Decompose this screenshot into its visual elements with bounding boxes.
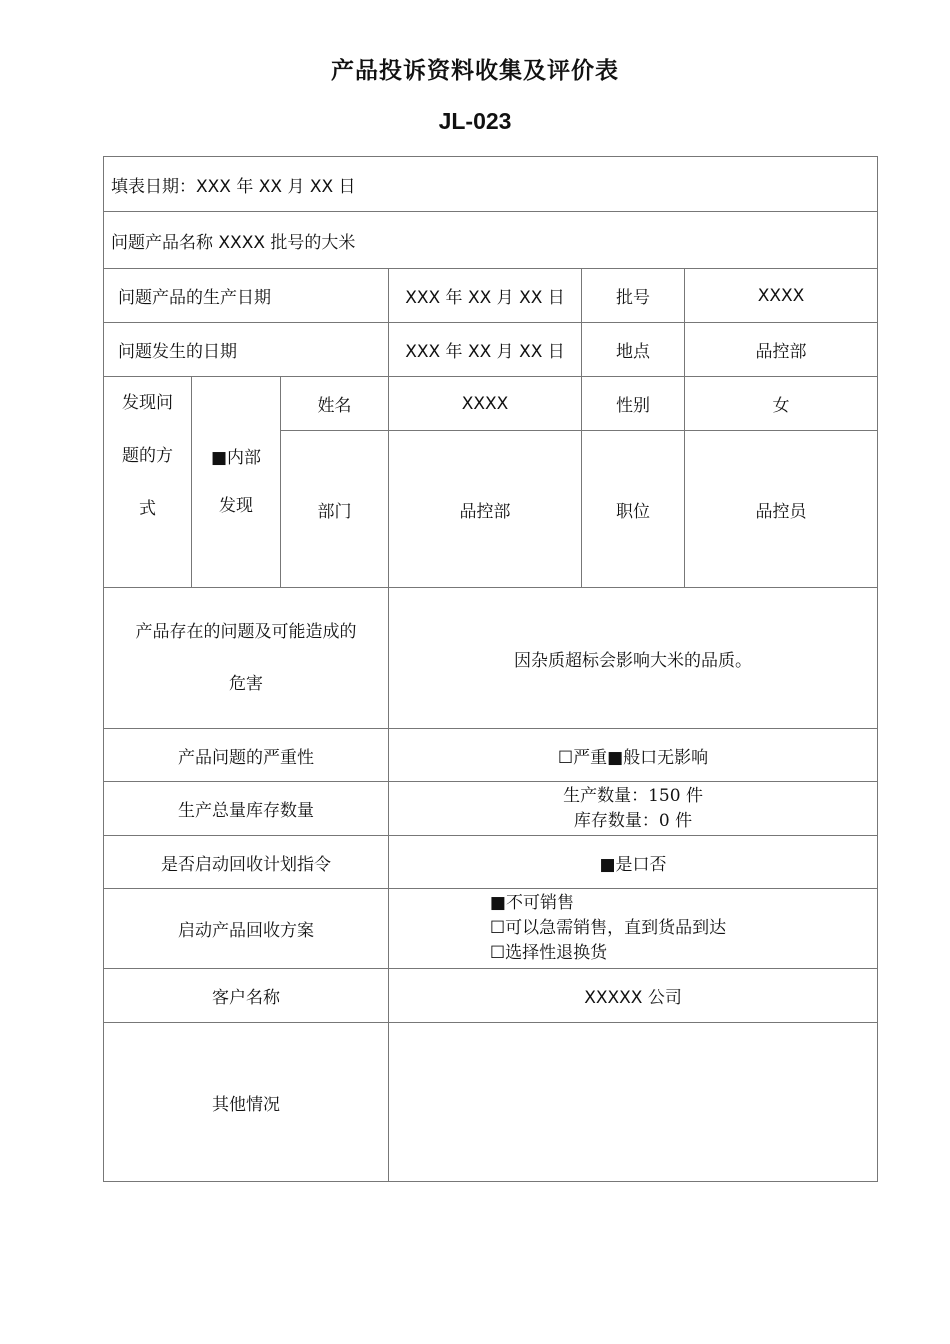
name-label: 姓名 — [281, 377, 389, 431]
recall-label: 是否启动回收计划指令 — [104, 836, 389, 889]
quantity-values[interactable] — [389, 782, 878, 836]
problem-label — [104, 588, 389, 729]
recall-plan-label: 启动产品回收方案 — [104, 889, 389, 969]
production-quantity: 生产数量：150 件 — [563, 785, 703, 806]
stock-quantity: 库存数量：0 件 — [573, 810, 693, 831]
page-title: 产品投诉资料收集及评价表 — [331, 58, 619, 84]
recall-options[interactable]: ■是口否 — [389, 836, 878, 889]
problem-label-line: 产品存在的问题及可能造成的 — [135, 622, 357, 642]
production-date-value[interactable]: XXX 年 XX 月 XX 日 — [389, 269, 582, 323]
customer-label: 客户名称 — [104, 969, 389, 1023]
discovery-label-line: 发现问 — [122, 393, 173, 413]
recall-plan-options[interactable] — [389, 889, 878, 969]
fill-date-field[interactable]: 填表日期：XXX 年 XX 月 XX 日 — [104, 157, 878, 212]
batch-value[interactable]: XXXX — [685, 269, 878, 323]
form-code: JL-023 — [438, 108, 512, 134]
location-label: 地点 — [582, 323, 685, 377]
severity-label: 产品问题的严重性 — [104, 729, 389, 782]
customer-value[interactable]: XXXXX 公司 — [389, 969, 878, 1023]
plan-option[interactable]: ■不可销售 — [489, 893, 574, 913]
department-label: 部门 — [281, 431, 389, 588]
internal-discovery-line: ■内部 — [210, 448, 262, 468]
problem-description[interactable]: 因杂质超标会影响大米的品质。 — [389, 588, 878, 729]
other-value[interactable] — [389, 1023, 878, 1182]
other-label: 其他情况 — [104, 1023, 389, 1182]
gender-value[interactable]: 女 — [685, 377, 878, 431]
occurrence-date-value[interactable]: XXX 年 XX 月 XX 日 — [389, 323, 582, 377]
quantity-label: 生产总量库存数量 — [104, 782, 389, 836]
severity-options[interactable]: ☐严重■般口无影响 — [389, 729, 878, 782]
complaint-form-table — [103, 156, 878, 1182]
position-value[interactable]: 品控员 — [685, 431, 878, 588]
discovery-method-label — [104, 377, 192, 588]
problem-label-line: 危害 — [229, 674, 263, 694]
product-name-field[interactable]: 问题产品名称 XXXX 批号的大米 — [104, 212, 878, 269]
position-label: 职位 — [582, 431, 685, 588]
department-value[interactable]: 品控部 — [389, 431, 582, 588]
gender-label: 性别 — [582, 377, 685, 431]
location-value[interactable]: 品控部 — [685, 323, 878, 377]
internal-discovery-checkbox[interactable] — [192, 377, 281, 588]
plan-option[interactable]: ☐可以急需销售，直到货品到达 — [489, 918, 727, 938]
name-value[interactable]: XXXX — [389, 377, 582, 431]
batch-label: 批号 — [582, 269, 685, 323]
internal-discovery-line: 发现 — [219, 496, 253, 516]
plan-option[interactable]: ☐选择性退换货 — [489, 943, 608, 963]
occurrence-date-label: 问题发生的日期 — [104, 323, 389, 377]
production-date-label: 问题产品的生产日期 — [104, 269, 389, 323]
discovery-label-line: 题的方 — [122, 446, 173, 466]
discovery-label-line: 式 — [139, 499, 156, 519]
